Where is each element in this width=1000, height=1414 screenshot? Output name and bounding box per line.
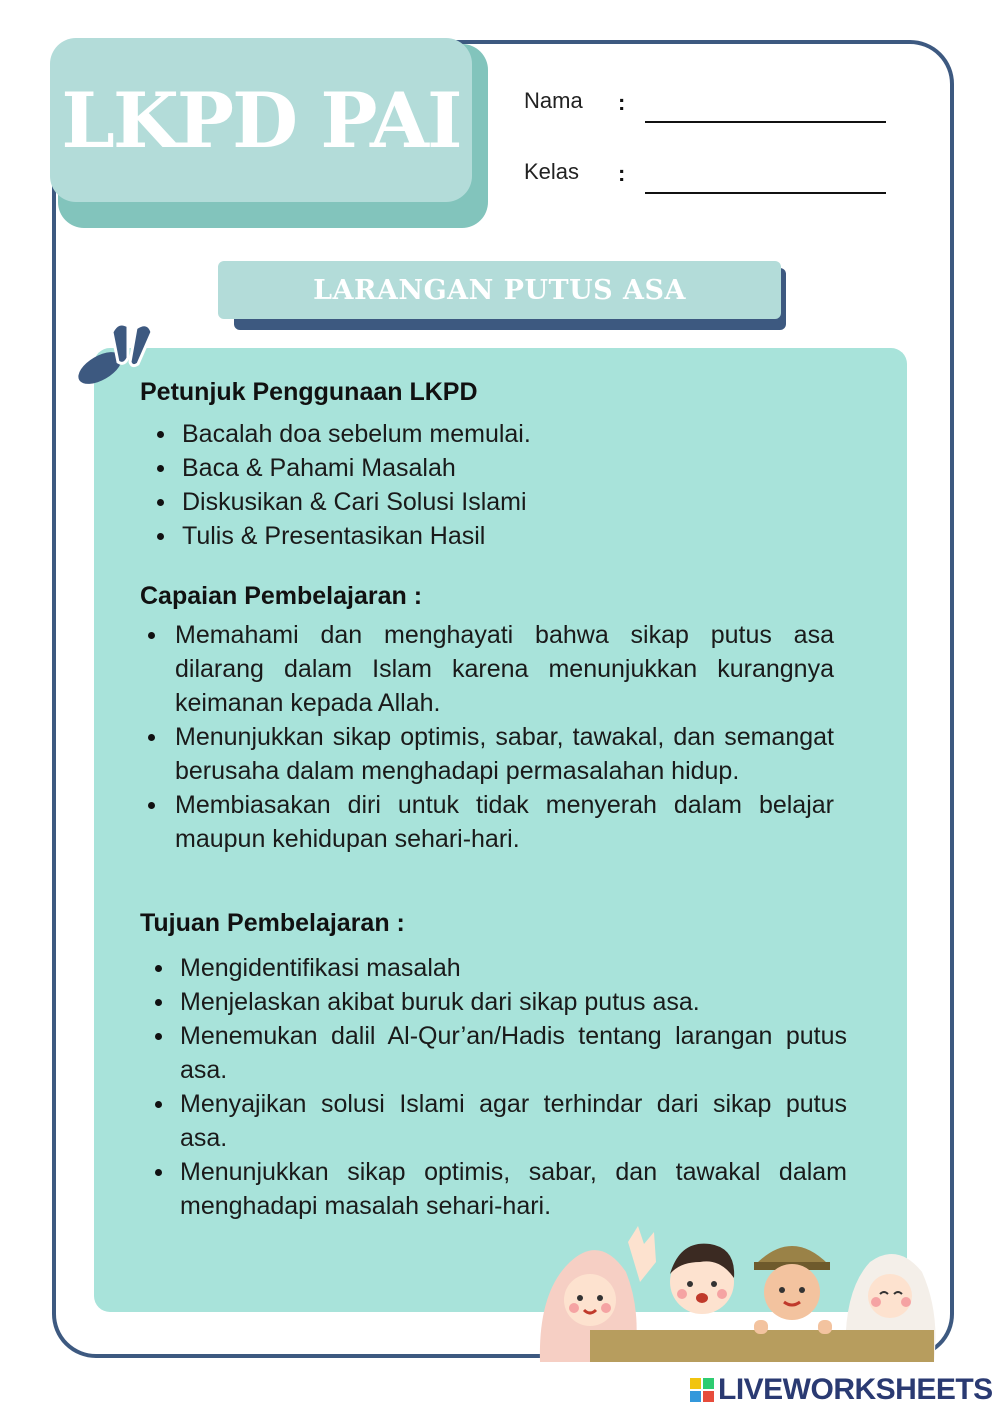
petunjuk-list xyxy=(182,417,602,553)
kelas-label: Kelas xyxy=(524,159,580,184)
nama-label: Nama xyxy=(524,88,583,113)
children-illustration xyxy=(530,1222,950,1362)
list-item: Menunjukkan sikap optimis, sabar, dan tawakal dalam menghadapi masalah sehari-hari. xyxy=(180,1155,847,1223)
capaian-list xyxy=(175,618,834,856)
waving-hand xyxy=(628,1226,656,1282)
list-item: Mengidentifikasi masalah xyxy=(180,951,847,985)
list-item: Menjelaskan akibat buruk dari sikap putus asa. xyxy=(180,985,847,1019)
capaian-heading: Capaian Pembelajaran : xyxy=(140,582,423,610)
subtitle: LARANGAN PUTUS ASA xyxy=(313,274,686,306)
page-title: LKPD PAI xyxy=(61,75,461,165)
liveworksheets-watermark xyxy=(690,1370,993,1410)
watermark-text: LIVEWORKSHEETS xyxy=(718,1373,993,1406)
subtitle-box xyxy=(218,261,781,319)
petunjuk-heading: Petunjuk Penggunaan LKPD xyxy=(140,378,478,406)
list-item: Memahami dan menghayati bahwa sikap putus asa dilarang dalam Islam karena menunjukkan kurangnya keimanan kepada Allah. xyxy=(175,618,834,720)
wooden-board xyxy=(590,1330,934,1362)
liveworksheets-logo-icon xyxy=(690,1378,714,1402)
kelas-colon: : xyxy=(618,161,626,186)
tujuan-heading: Tujuan Pembelajaran : xyxy=(140,909,405,937)
title-box xyxy=(50,38,472,202)
list-item: Bacalah doa sebelum memulai. xyxy=(182,417,602,451)
kelas-field[interactable] xyxy=(645,192,886,194)
list-item: Tulis & Presentasikan Hasil xyxy=(182,519,602,553)
nama-colon: : xyxy=(618,90,626,115)
list-item: Diskusikan & Cari Solusi Islami xyxy=(182,485,602,519)
list-item: Menyajikan solusi Islami agar terhindar dari sikap putus asa. xyxy=(180,1087,847,1155)
list-item: Membiasakan diri untuk tidak menyerah dalam belajar maupun kehidupan sehari-hari. xyxy=(175,788,834,856)
list-item: Baca & Pahami Masalah xyxy=(182,451,602,485)
tujuan-list xyxy=(180,951,847,1223)
list-item: Menemukan dalil Al-Qur’an/Hadis tentang larangan putus asa. xyxy=(180,1019,847,1087)
list-item: Menunjukkan sikap optimis, sabar, tawakal, dan semangat berusaha dalam menghadapi permasalahan hidup. xyxy=(175,720,834,788)
nama-field[interactable] xyxy=(645,121,886,123)
